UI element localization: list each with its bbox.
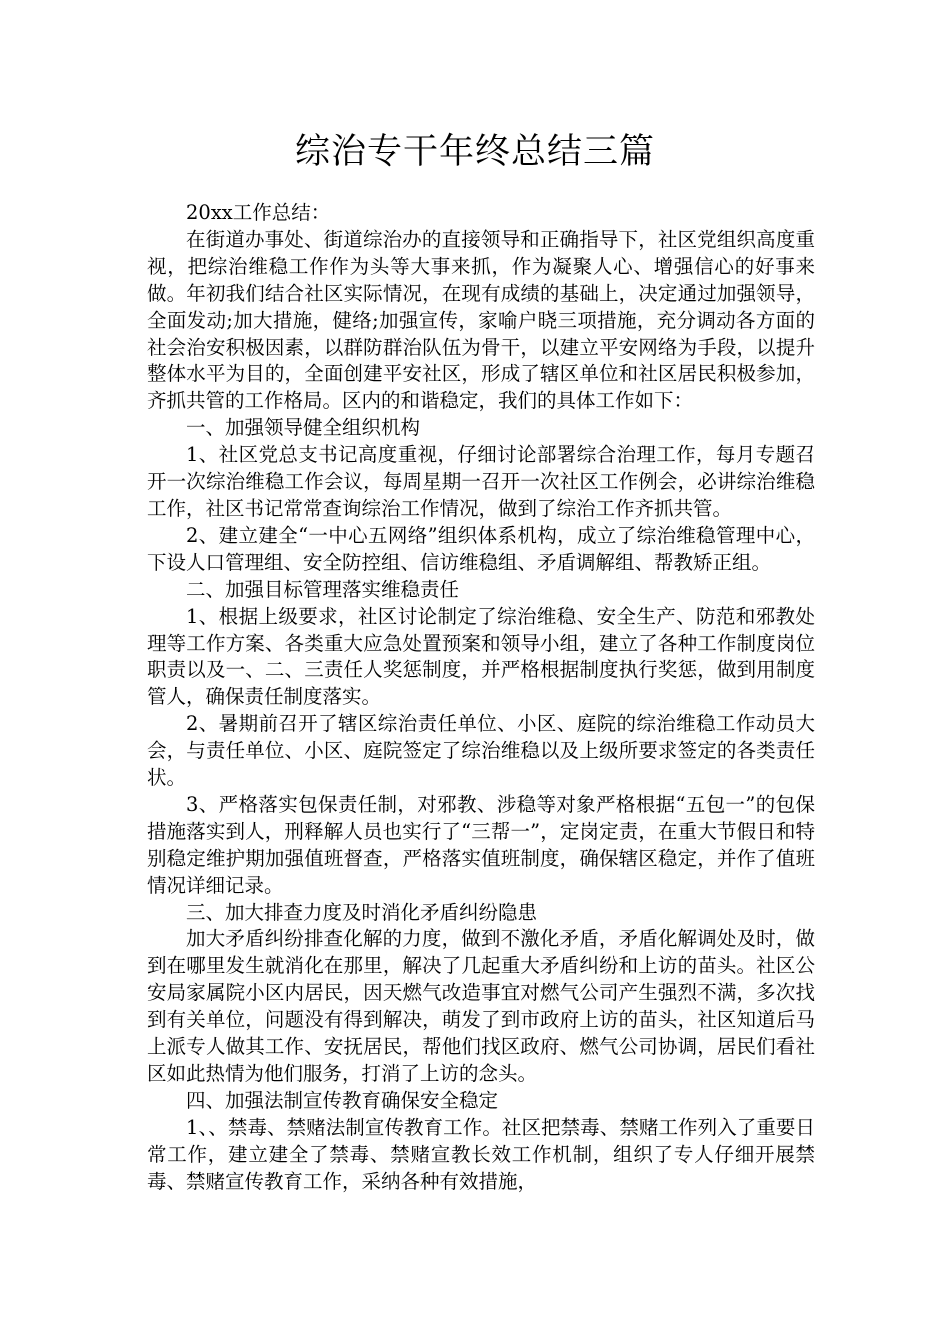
paragraph: 1、社区党总支书记高度重视，仔细讨论部署综合治理工作，每月专题召开一次综治维稳工作会议，每周星期一召开一次社区工作例会，必讲综治维稳工作，社区书记常常查询综治工作情况，做到了综治工作齐抓共管。 (147, 443, 815, 520)
intro-paragraph: 在街道办事处、街道综治办的直接领导和正确指导下，社区党组织高度重视，把综治维稳工作作为头等大事来抓，作为凝聚人心、增强信心的好事来做。年初我们结合社区实际情况，在现有成绩的基础上，决定通过加强领导，全面发动;加大措施，健络;加强宣传，家喻户晓三项措施，充分调动各方面的社会治安积极因素，以群防群治队伍为骨干，以建立平安网络为手段，以提升整体水平为目的，全面创建平安社区，形成了辖区单位和社区居民积极参加，齐抓共管的工作格局。区内的和谐稳定，我们的具体工作如下： (147, 227, 815, 413)
paragraph: 1、、禁毒、禁赌法制宣传教育工作。社区把禁毒、禁赌工作列入了重要日常工作，建立建全了禁毒、禁赌宣教长效工作机制，组织了专人仔细开展禁毒、禁赌宣传教育工作，采纳各种有效措施， (147, 1115, 815, 1193)
paragraph: 1、根据上级要求，社区讨论制定了综治维稳、安全生产、防范和邪教处理等工作方案、各类重大应急处置预案和领导小组，建立了各种工作制度岗位职责以及一、二、三责任人奖惩制度，并严格根据制度执行奖惩，做到用制度管人，确保责任制度落实。 (147, 604, 815, 709)
paragraph: 加大矛盾纠纷排查化解的力度，做到不激化矛盾，矛盾化解调处及时，做到在哪里发生就消化在那里，解决了几起重大矛盾纠纷和上访的苗头。社区公安局家属院小区内居民，因天燃气改造事宜对燃气公司产生强烈不满，多次找到有关单位，问题没有得到解决，萌发了到市政府上访的苗头，社区知道后马上派专人做其工作、安抚居民，帮他们找区政府、燃气公司协调，居民们看社区如此热情为他们服务，打消了上访的念头。 (147, 927, 815, 1085)
paragraph: 3、严格落实包保责任制，对邪教、涉稳等对象严格根据“五包一”的包保措施落实到人，刑释解人员也实行了“三帮一”，定岗定责，在重大节假日和特别稳定维护期加强值班督查，严格落实值班制度，确保辖区稳定，并作了值班情况详细记录。 (147, 792, 815, 897)
document-title: 综治专干年终总结三篇 (294, 132, 655, 172)
section-heading-2: 二、加强目标管理落实维稳责任 (186, 577, 460, 601)
section-heading-1: 一、加强领导健全组织机构 (186, 416, 421, 440)
section-heading-4: 四、加强法制宣传教育确保安全稳定 (186, 1088, 499, 1112)
document-body (147, 200, 815, 1196)
section-heading-3: 三、加大排查力度及时消化矛盾纠纷隐患 (186, 900, 538, 924)
paragraph: 2、暑期前召开了辖区综治责任单位、小区、庭院的综治维稳工作动员大会，与责任单位、小区、庭院签定了综治维稳以及上级所要求签定的各类责任状。 (147, 712, 815, 790)
intro-label: 20xx工作总结： (186, 201, 331, 224)
paragraph: 2、建立建全“一中心五网络”组织体系机构，成立了综治维稳管理中心，下设人口管理组、安全防控组、信访维稳组、矛盾调解组、帮教矫正组。 (147, 523, 815, 574)
